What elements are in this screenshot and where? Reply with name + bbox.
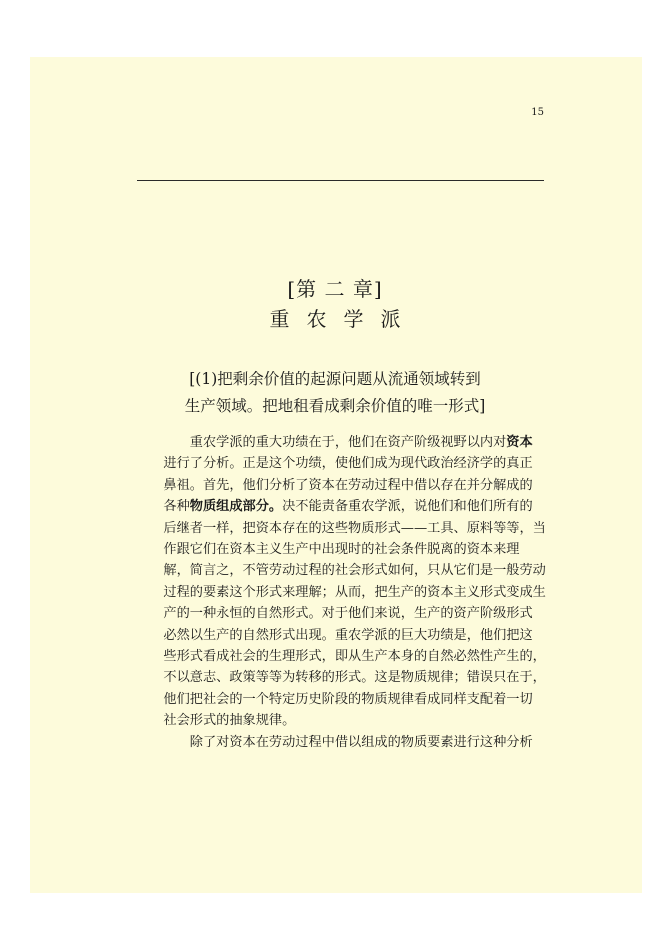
- text-line: [137, 432, 545, 453]
- text-line: 进行了分析。正是这个功绩，使他们成为现代政治经济学的真正: [163, 456, 533, 472]
- text-line: 社会形式的抽象规律。: [163, 713, 296, 729]
- page-number: 15: [531, 107, 544, 118]
- chapter-number: [第 二 章]: [287, 277, 383, 301]
- body-text: [137, 432, 545, 753]
- text-line: 鼻祖。首先，他们分析了资本在劳动过程中借以存在并分解成的: [163, 477, 533, 493]
- text-line: 解，简言之，不管劳动过程的社会形式如何，只从它们是一般劳动: [163, 563, 546, 579]
- section-heading: [0, 366, 670, 420]
- text-line: 些形式看成社会的生理形式，即从生产本身的自然必然性产生的，: [163, 649, 546, 665]
- text-line: 后继者一样，把资本存在的这些物质形式——工具、原料等等，当: [163, 520, 546, 536]
- text-line: 不以意志、政策等等为转移的形式。这是物质规律；错误只在于，: [163, 670, 546, 686]
- paragraph: [137, 732, 545, 753]
- emphasis-text: 资本: [506, 435, 533, 450]
- text-line: 过程的要素这个形式来理解；从而，把生产的资本主义形式变成生: [163, 584, 546, 600]
- text-line: 产的一种永恒的自然形式。对于他们来说，生产的资产阶级形式: [163, 606, 533, 622]
- paragraph: [137, 432, 545, 732]
- section-heading-line: [(1)把剩余价值的起源问题从流通领域转到: [189, 370, 481, 388]
- text-line: 除了对资本在劳动过程中借以组成的物质要素进行这种分析: [189, 734, 533, 750]
- text-span: 各种: [163, 499, 190, 515]
- text-line: [137, 496, 545, 517]
- text-span: 重农学派的重大功绩在于，他们在资产阶级视野以内对: [189, 435, 507, 450]
- text-span: 决不能责备重农学派，说他们和他们所有的: [282, 499, 533, 515]
- chapter-title: 重农学派: [269, 307, 418, 331]
- text-line: 必然以生产的自然形式出现。重农学派的巨大功绩是，他们把这: [163, 627, 533, 643]
- emphasis-text: 物质组成部分。: [189, 499, 283, 515]
- text-line: 作跟它们在资本主义生产中出现时的社会条件脱离的资本来理: [163, 542, 520, 558]
- section-heading-line: 生产领域。把地租看成剩余价值的唯一形式]: [184, 397, 486, 415]
- header-rule: [137, 180, 544, 181]
- text-line: 他们把社会的一个特定历史阶段的物质规律看成同样支配着一切: [163, 691, 533, 707]
